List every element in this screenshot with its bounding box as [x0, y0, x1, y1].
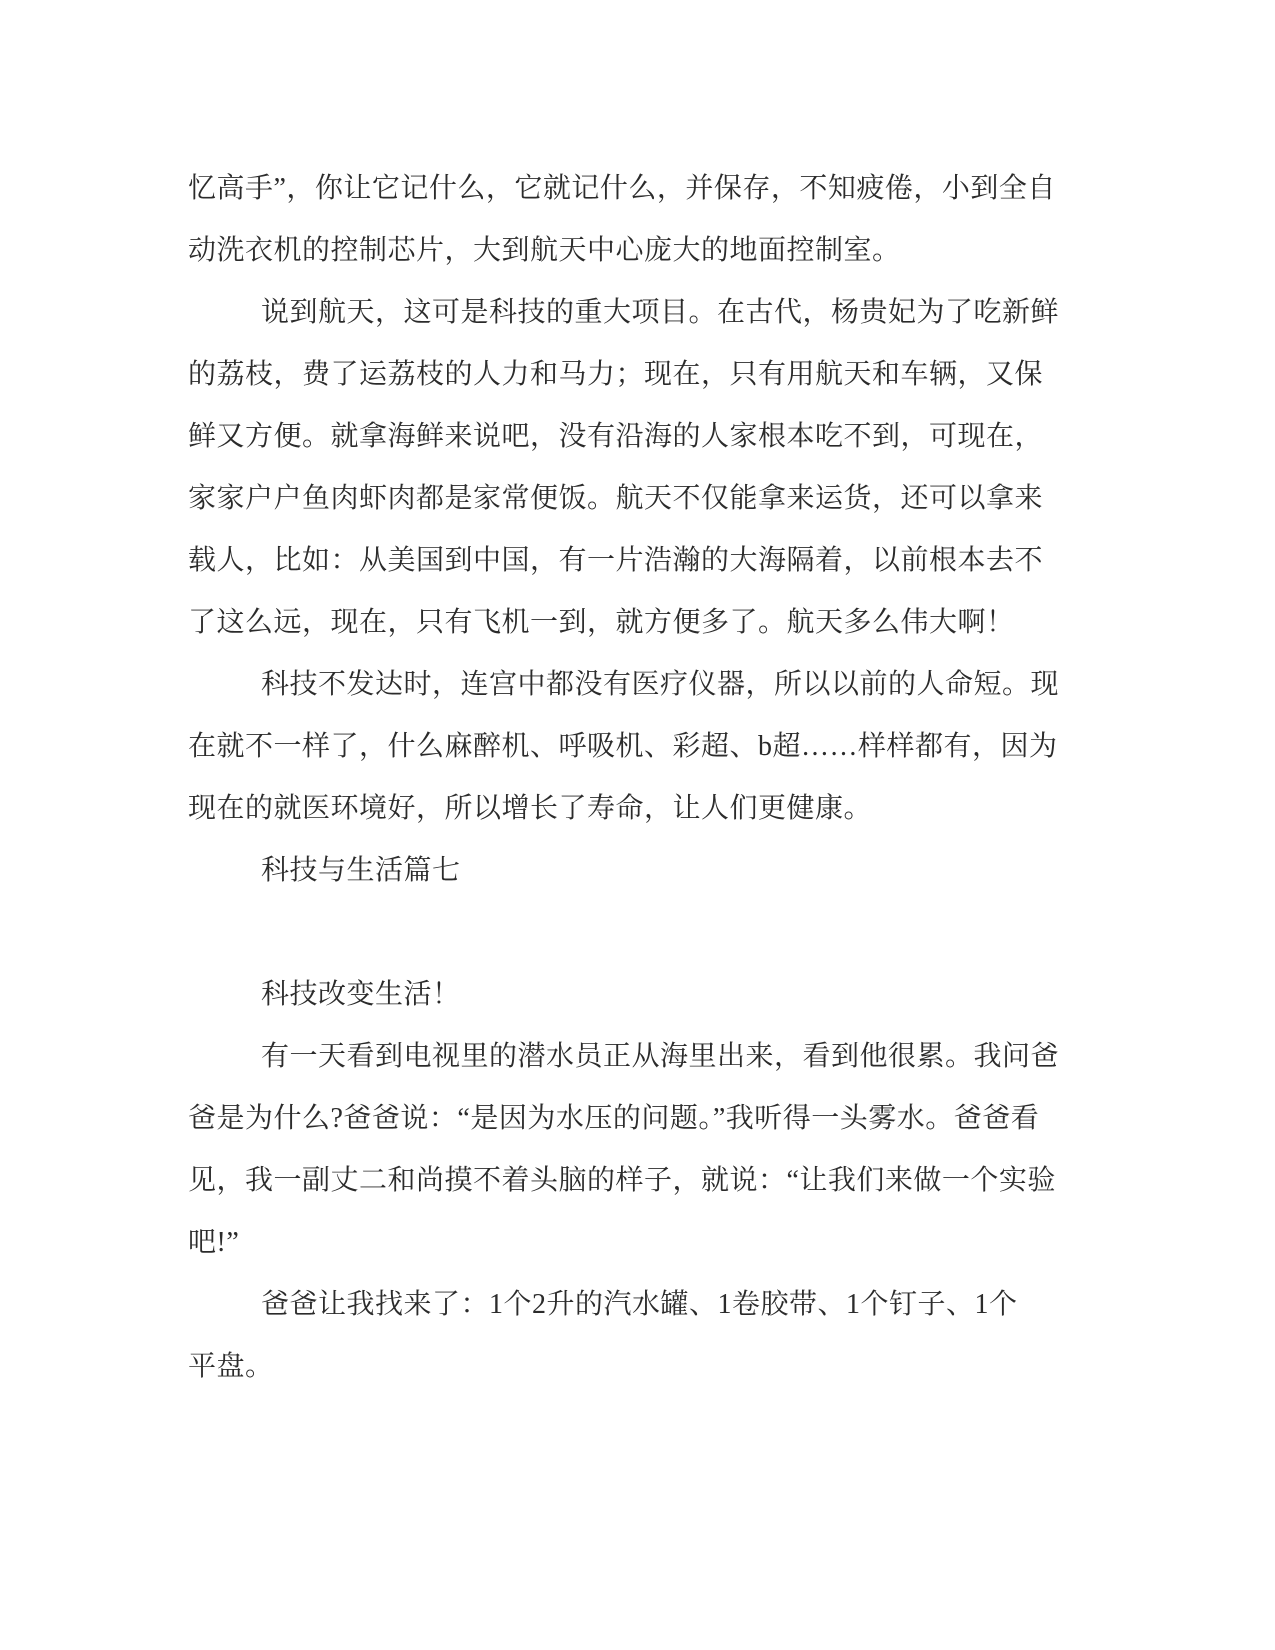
text-line: 动洗衣机的控制芯片，大到航天中心庞大的地面控制室。	[188, 235, 901, 266]
text-line: 说到航天，这可是科技的重大项目。在古代，杨贵妃为了吃新鲜	[261, 297, 1060, 328]
text-line: 了这么远，现在，只有飞机一到，就方便多了。航天多么伟大啊！	[188, 607, 1015, 638]
text-line: 爸爸让我找来了：1个2升的汽水罐、1卷胶带、1个钉子、1个	[261, 1289, 1018, 1320]
text-line: 现在的就医环境好，所以增长了寿命，让人们更健康。	[188, 793, 873, 824]
text-line	[188, 902, 1076, 964]
text-line: 鲜又方便。就拿海鲜来说吧，没有沿海的人家根本吃不到，可现在，	[188, 421, 1044, 452]
text-line: 爸是为什么?爸爸说：“是因为水压的问题。”我听得一头雾水。爸爸看	[188, 1103, 1040, 1134]
text-line: 在就不一样了，什么麻醉机、呼吸机、彩超、b超……样样都有，因为	[188, 731, 1058, 762]
text-line: 忆高手”，你让它记什么，它就记什么，并保存，不知疲倦，小到全自	[188, 173, 1056, 204]
document-text-body	[188, 158, 1076, 1398]
text-line: 见，我一副丈二和尚摸不着头脑的样子，就说：“让我们来做一个实验	[188, 1165, 1056, 1196]
text-line: 科技改变生活！	[261, 979, 461, 1010]
text-line: 科技与生活篇七	[261, 855, 461, 886]
text-line: 家家户户鱼肉虾肉都是家常便饭。航天不仅能拿来运货，还可以拿来	[188, 483, 1044, 514]
text-line: 吧!”	[188, 1227, 240, 1258]
text-line: 科技不发达时，连宫中都没有医疗仪器，所以以前的人命短。现	[261, 669, 1060, 700]
text-line: 载人，比如：从美国到中国，有一片浩瀚的大海隔着，以前根本去不	[188, 545, 1044, 576]
text-line: 平盘。	[188, 1351, 274, 1382]
text-line: 的荔枝，费了运荔枝的人力和马力；现在，只有用航天和车辆，又保	[188, 359, 1044, 390]
text-line: 有一天看到电视里的潜水员正从海里出来，看到他很累。我问爸	[261, 1041, 1060, 1072]
